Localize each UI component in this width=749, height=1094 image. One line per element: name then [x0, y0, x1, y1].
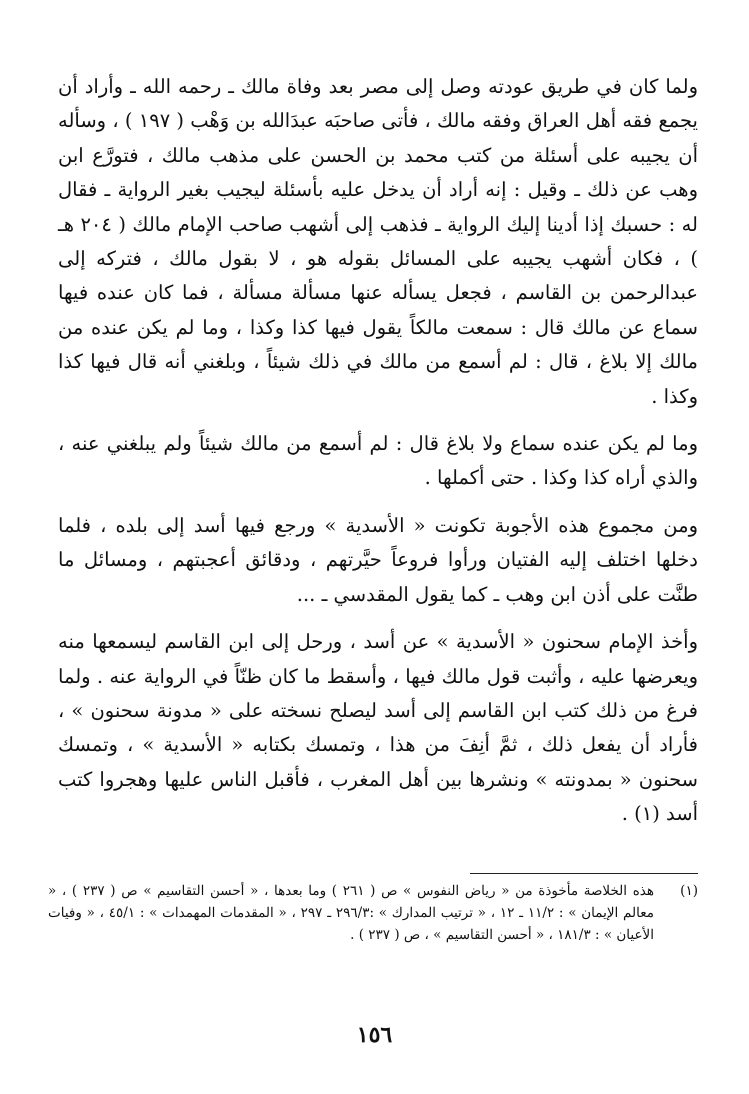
page-number: ١٥٦	[356, 1022, 393, 1048]
footnote-number: (١)	[680, 883, 698, 899]
paragraph-asad-journey: ولما كان في طريق عودته وصل إلى مصر بعد وفاة مالك ـ رحمه الله ـ وأراد أن يجمع فقه أهل العراق وفقه مالك ، فأتى صاحبَه عبدَالله بن وَهْب ( ١٩٧ ) ، وسأله أن يجيبه على أسئلة من كتب محمد بن الحسن على مذهب مالك ، فتورَّع ابن وهب عن ذلك ـ وقيل : إنه أراد أن يدخل عليه بأسئلة ليجيب بغير الرواية ـ فقال له : حسبك إذا أدينا إليك الرواية ـ فذهب إلى أشهب صاحب الإمام مالك ( ٢٠٤ هـ ) ، فكان أشهب يجيبه على المسائل بقوله هو ، لا بقول مالك ، فتركه إلى عبدالرحمن بن القاسم ، فجعل يسأله عنها مسألة مسألة ، فما كان عنده فيها سماع عن مالك قال : سمعت مالكاً يقول فيها كذا وكذا ، وما لم يكن عنده من مالك إلا بلاغ ، قال : لم أسمع من مالك في ذلك شيئاً ، وبلغني أنه قال فيها كذا وكذا .	[58, 75, 698, 408]
footnote-divider	[470, 873, 698, 874]
paragraph-sahnun-mudawwana: وأخذ الإمام سحنون « الأسدية » عن أسد ، ورحل إلى ابن القاسم ليسمعها منه ويعرضها عليه ، وأثبت قول مالك فيها ، وأسقط ما كان ظنّاً في الرواية عنه . ولما فرغ من ذلك كتب ابن القاسم إلى أسد ليصلح نسخته على « مدونة سحنون » ، فأراد أن يفعل ذلك ، ثمَّ أنِفَ من هذا ، وتمسك بكتابه « الأسدية » ، وتمسك سحنون « بمدونته » ونشرها بين أهل المغرب ، فأقبل الناس عليها وهجروا كتب أسد (١) .	[58, 630, 699, 826]
footnote-text: هذه الخلاصة مأخوذة من « رياض النفوس » ص ( ٢٦١ ) وما بعدها ، « أحسن التقاسيم » ص ( ٢٣٧ ) ، « معالم الإيمان » : ١١/٢ ـ ١٢ ، « ترتيب المدارك » :٢٩٦/٣ ـ ٢٩٧ ، « المقدمات المهمدات » : ٤٥/١ ، « وفيات الأعيان » : ١٨١/٣ ، « أحسن التقاسيم » ، ص ( ٢٣٧ ) .	[48, 883, 654, 943]
paragraph-asadiyya-formed: ومن مجموع هذه الأجوبة تكونت « الأسدية » ورجع فيها أسد إلى بلده ، فلما دخلها اختلف إليه الفتيان ورأوا فروعاً حيَّرتهم ، ودقائق أعجبتهم ، ومسائل ما طنَّت على أذن ابن وهب ـ كما يقول المقدسي ـ ...	[58, 513, 698, 606]
main-text	[58, 70, 698, 832]
paragraph-no-hearing: وما لم يكن عنده سماع ولا بلاغ قال : لم أسمع من مالك شيئاً ولم يبلغني عنه ، والذي أراه كذا وكذا . حتى أكملها .	[58, 432, 698, 490]
footnote	[48, 880, 698, 946]
